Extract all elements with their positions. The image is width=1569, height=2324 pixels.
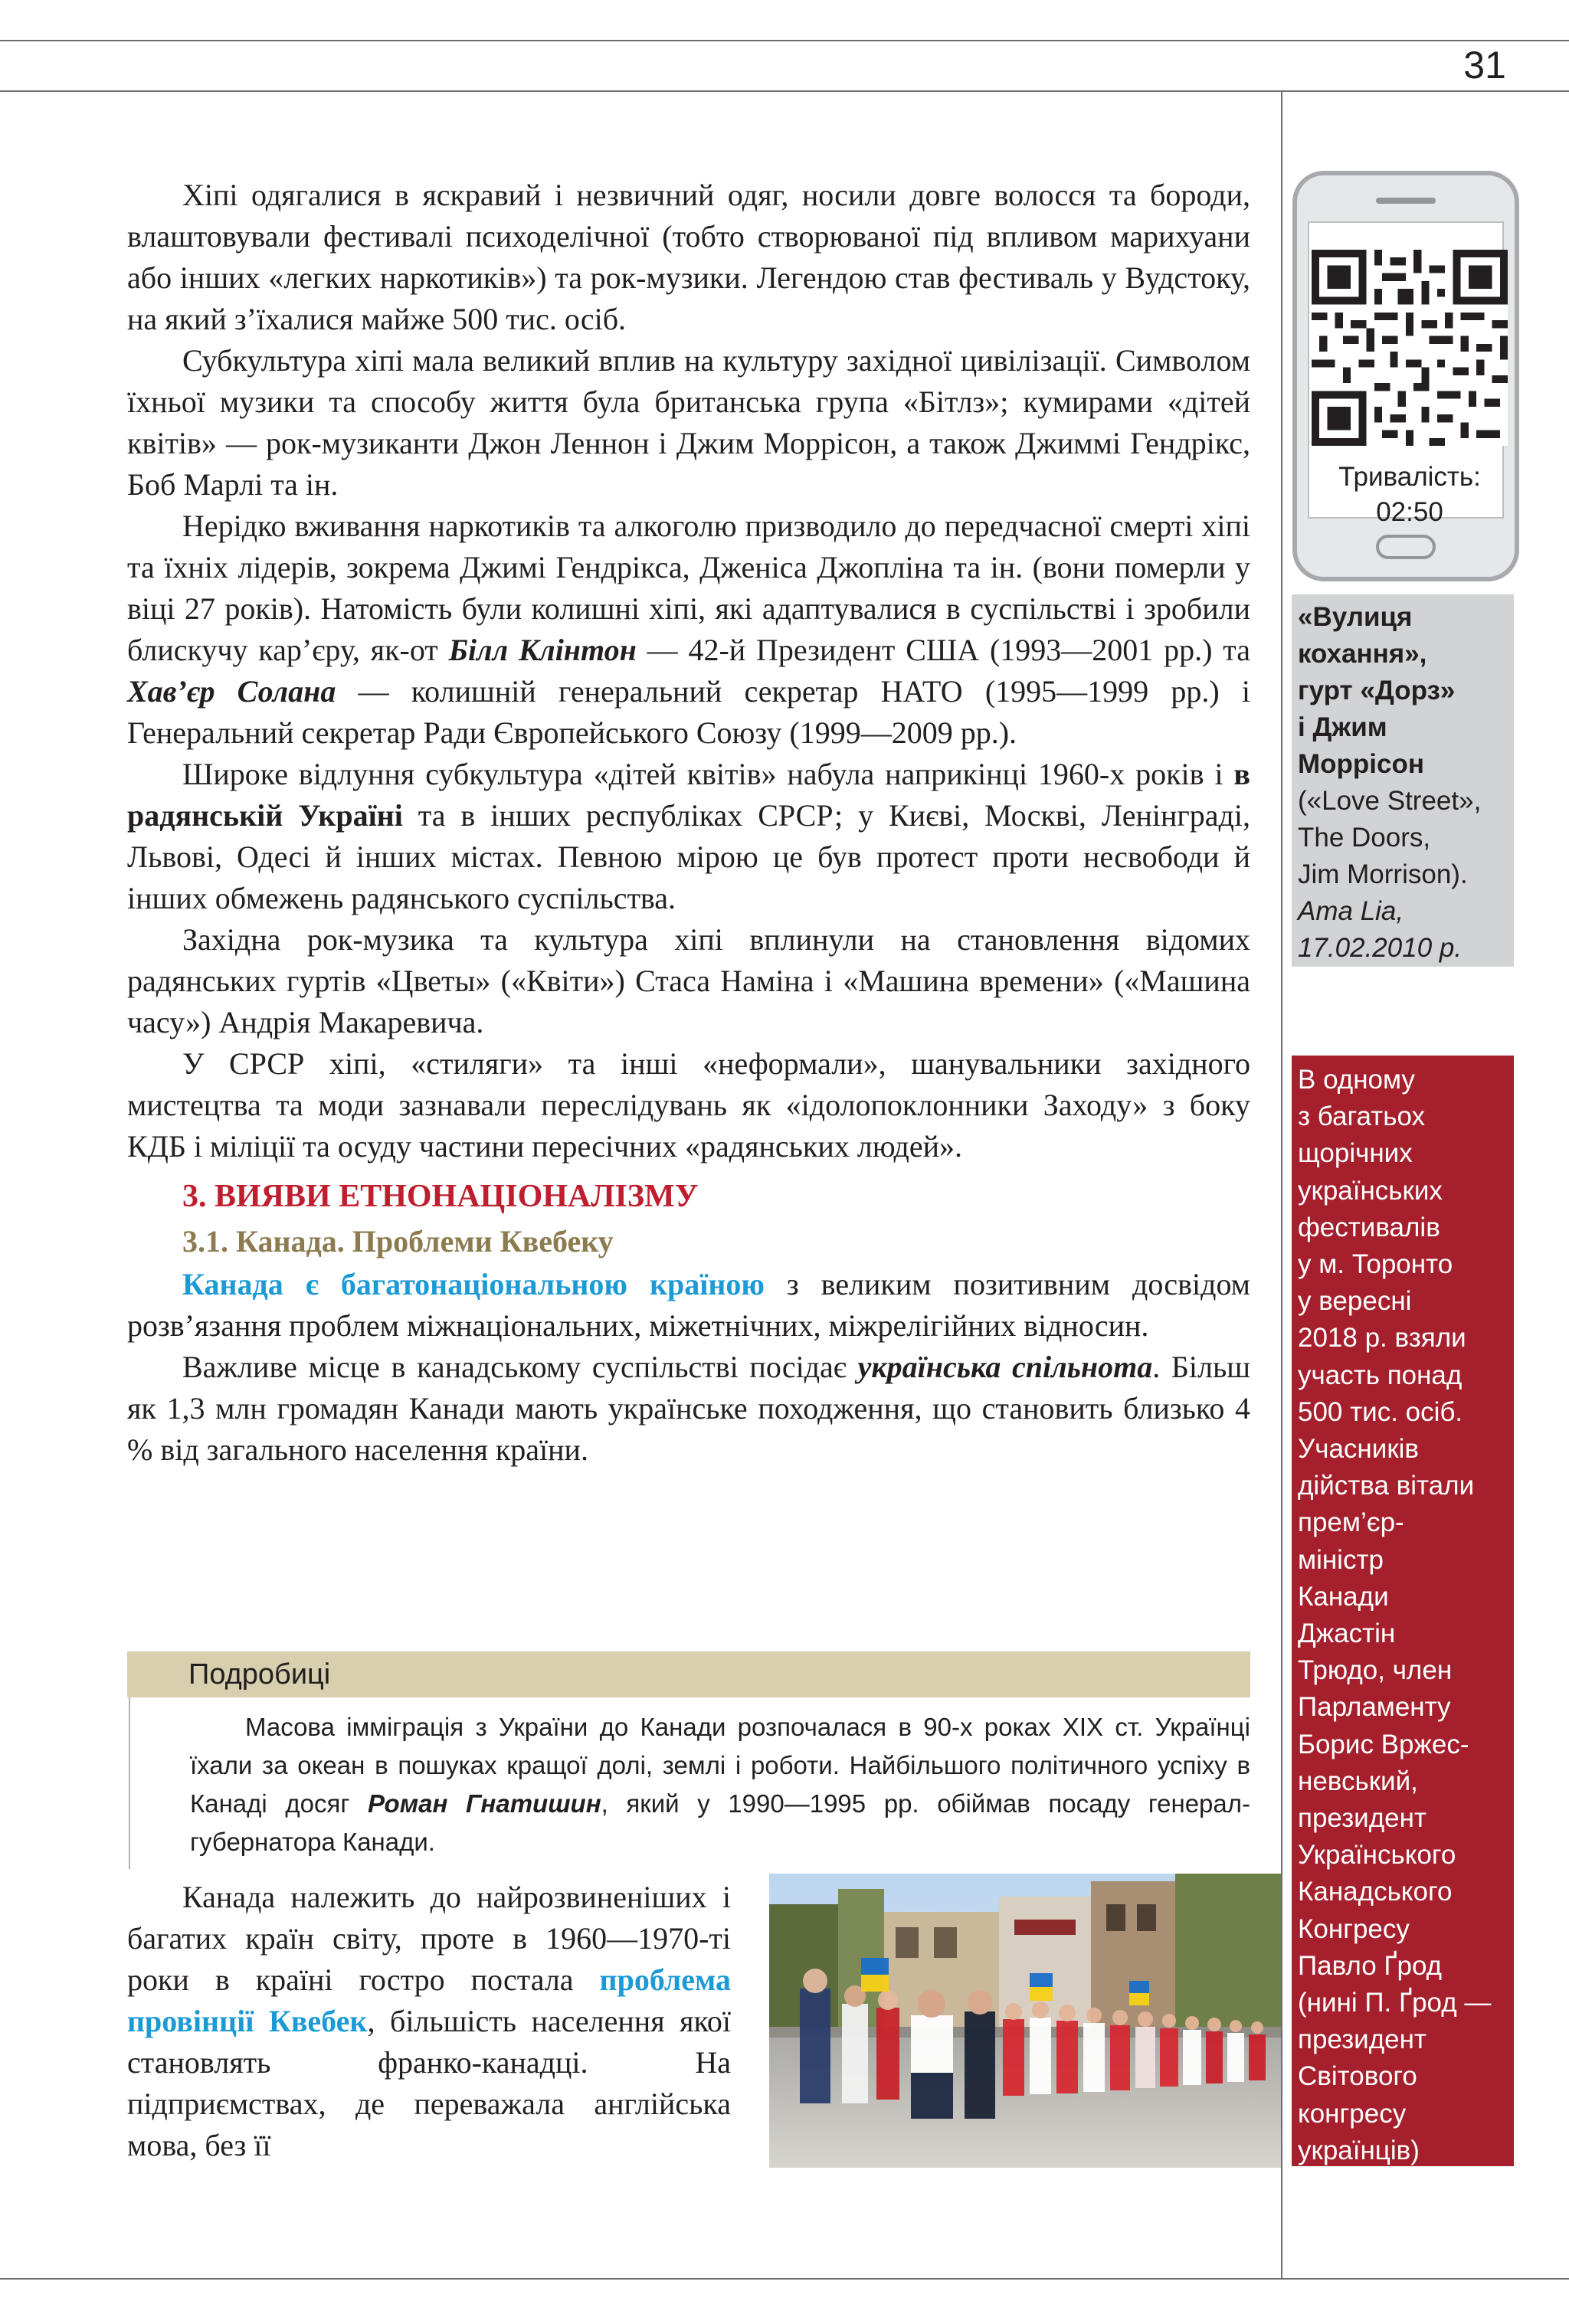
caption-title-line: Моррісон [1298, 749, 1425, 779]
photo-caption-line: Конгресу [1298, 1913, 1410, 1944]
paragraph-text: та в інших республіках СРСР; у Києві, Москві, Ленінграді, Львові, Одесі й інших містах. Певною мірою це був протест проти несвободи й інших обмежень радянського суспільства. [127, 798, 1251, 915]
photo-caption-line: Борис Вржес- [1298, 1729, 1469, 1759]
details-text: Масова імміграція з України до Канади розпочалася в 90-х роках XIX ст. Українці їхали за океан в пошуках кращої долі, землі і роботи. Найбільшого політичного успіху в Канаді досяг [190, 1713, 1250, 1818]
photo-caption-line: з багатьох [1298, 1101, 1426, 1132]
paragraph-text: Широке відлуння субкультура «дітей квітів» набула наприкінці 1960-х років і [182, 757, 1234, 791]
paragraph-text: Канада належить до найрозвиненіших і багатих країн світу, проте в 1960—1970-ті роки в країні гостро постала [127, 1880, 731, 1997]
photo-caption-line: Трюдо, член [1298, 1655, 1453, 1686]
subsection-heading: 3.1. Канада. Проблеми Квебеку [182, 1224, 614, 1259]
photo-caption-line: участь понад [1298, 1360, 1463, 1390]
paragraph-hippie-clothing: Хіпі одягалися в яскравий і незвичний одяг, носили довге волосся та бороди, влаштовували фестивалі психоделічної (тобто створюваної під впливом марихуани або інших «легких наркотиків») та рок-музики. Легендою став фестиваль у Вудстоку, на який з’їхалися майже 500 тис. осіб. [127, 178, 1250, 336]
paragraph-text: Нерідко вживання наркотиків та алкоголю призводило до передчасної смерті хіпі та їхніх лідерів, зокрема Джимі Гендрікса, Дженіса Джопліна та ін. (вони померли у віці 27 років). Натомість були колишні хіпі, які адаптувалися в суспільстві і зробили блискучу кар’єру, як-от [127, 509, 1250, 667]
photo-caption-line: щорічних [1298, 1138, 1413, 1169]
paragraph-text: — колишній генеральний секретар НАТО (1995—1999 рр.) і Генеральний секретар Ради Європейського Союзу (1999—2009 рр.). [127, 674, 1250, 750]
header-bottom-rule [0, 90, 1569, 92]
photo-caption-line: прем’єр- [1298, 1507, 1404, 1538]
photo-caption-line: Світового [1298, 2061, 1417, 2092]
details-text: , який у 1990—1995 рр. обіймав посаду генерал-губернатора Канади. [190, 1789, 1251, 1856]
photo-caption-line: Джастін [1298, 1619, 1396, 1649]
photo-caption-line: фестивалів [1298, 1212, 1440, 1242]
page-number: 31 [1463, 44, 1506, 87]
term-quebec-problem: проблема провінції Квебек [127, 1962, 731, 2038]
video-duration [1302, 460, 1517, 530]
photo-caption-line: Канади [1298, 1581, 1389, 1612]
paragraph-text: — 42-й Президент США (1993—2001 рр.) та [636, 633, 1250, 667]
column-divider [1281, 90, 1282, 2280]
festival-parade-image [769, 1874, 1281, 2168]
photo-caption-line: Українського [1298, 1840, 1456, 1871]
caption-line: («Love Street», [1298, 786, 1482, 816]
paragraph-persecution: У СРСР хіпі, «стиляги» та інші «неформали», шанувальники західного мистецтва та моди зазнавали переслідувань як «ідолопоклонники Заходу» з боку КДБ і міліції та осуду частини пересічних «радянських людей». [127, 1046, 1250, 1164]
photo-caption-line: невський, [1298, 1766, 1418, 1796]
quebec-paragraph-column [127, 1877, 731, 2166]
details-title: Подробиці [127, 1651, 1250, 1697]
paragraph-hippie-careers [127, 506, 1250, 754]
paragraph-ukrainian-community [127, 1347, 1250, 1471]
paragraph-soviet-bands: Західна рок-музика та культура хіпі вплинули на становлення відомих радянських гуртів «Цветы» («Квіти») Стаса Наміна і «Машина времени» («Машина часу») Андрія Макаревича. [127, 922, 1250, 1039]
name-roman-hnatyshyn: Роман Гнатишин [367, 1789, 601, 1818]
festival-parade-photo [769, 1874, 1281, 2168]
video-caption [1292, 594, 1514, 967]
duration-value: 02:50 [1376, 497, 1443, 527]
main-text-column [127, 175, 1250, 1471]
caption-author: Ama Lia, [1298, 896, 1404, 926]
paragraph-soviet-ukraine [127, 754, 1250, 919]
paragraph-text: , більшість населення якої становлять франко-канадці. На підприємствах, де переважала англійська мова, без її [127, 2004, 731, 2162]
details-paragraph [190, 1708, 1250, 1861]
top-rule [0, 40, 1569, 41]
name-bill-clinton: Білл Клінтон [448, 633, 637, 667]
caption-title-line: кохання», [1298, 639, 1427, 669]
photo-caption-line: українців) [1298, 2135, 1420, 2165]
photo-caption-line: у вересні [1298, 1286, 1412, 1317]
photo-caption-line: 500 тис. осіб. [1298, 1396, 1463, 1427]
photo-caption-line: Канадського [1298, 1877, 1453, 1907]
photo-caption-box [1292, 1056, 1514, 2166]
duration-label: Тривалість: [1338, 462, 1481, 492]
caption-title-line: і Джим [1298, 712, 1387, 742]
caption-line: The Doors, [1298, 823, 1431, 853]
qr-code[interactable] [1312, 250, 1508, 446]
photo-caption-line: міністр [1298, 1544, 1384, 1575]
footer-rule [0, 2278, 1569, 2280]
caption-line: Jim Morrison). [1298, 859, 1468, 889]
caption-title-line: гурт «Дорз» [1298, 676, 1456, 705]
paragraph-quebec [127, 1877, 731, 2166]
photo-caption-line: (нині П. Ґрод — [1298, 1988, 1492, 2018]
photo-caption-line: Парламенту [1298, 1692, 1451, 1723]
term-multinational-country: Канада є багатонаціональною країною [182, 1267, 765, 1301]
details-box [127, 1651, 1250, 1869]
term-soviet-ukraine: в радянській Україні [127, 757, 1250, 833]
photo-caption-line: В одному [1298, 1065, 1415, 1095]
qr-code-icon [1312, 250, 1508, 446]
paragraph-text: . Більш як 1,3 млн громадян Канади мають українське походження, що становить близько 4 % від загального населення країни. [127, 1350, 1250, 1467]
term-ukrainian-community: українська спільнота [857, 1350, 1153, 1384]
photo-caption-line: 2018 р. взяли [1298, 1323, 1466, 1353]
photo-caption-line: українських [1298, 1175, 1443, 1206]
photo-caption-line: дійства вітали [1298, 1471, 1475, 1501]
photo-caption-line: конгресу [1298, 2098, 1407, 2129]
paragraph-canada-multinational [127, 1264, 1250, 1347]
caption-date: 17.02.2010 р. [1298, 933, 1463, 963]
paragraph-text: з великим позитивним досвідом розв’язання проблем міжнаціональних, міжетнічних, міжрелігійних відносин. [127, 1267, 1250, 1343]
caption-title-line: «Вулиця [1298, 602, 1413, 632]
details-body [129, 1697, 1250, 1869]
photo-caption-line: Павло Ґрод [1298, 1950, 1443, 1981]
photo-caption-line: президент [1298, 1803, 1427, 1834]
paragraph-text: Важливе місце в канадському суспільстві посідає [182, 1350, 858, 1384]
photo-caption-line: Учасників [1298, 1434, 1419, 1465]
photo-caption-line: у м. Торонто [1298, 1249, 1453, 1280]
section-heading: 3. ВИЯВИ ЕТНОНАЦІОНАЛІЗМУ [182, 1179, 699, 1214]
paragraph-hippie-subculture: Субкультура хіпі мала великий вплив на культуру західної цивілізації. Символом їхньої музики та способу життя була британська група «Бітлз»; кумирами «дітей квітів» — рок-музиканти Джон Леннон і Джим Моррісон, а також Джиммі Гендрікс, Боб Марлі та ін. [127, 343, 1250, 502]
name-javier-solana: Хав’єр Солана [127, 674, 336, 709]
photo-caption-line: президент [1298, 2024, 1427, 2055]
